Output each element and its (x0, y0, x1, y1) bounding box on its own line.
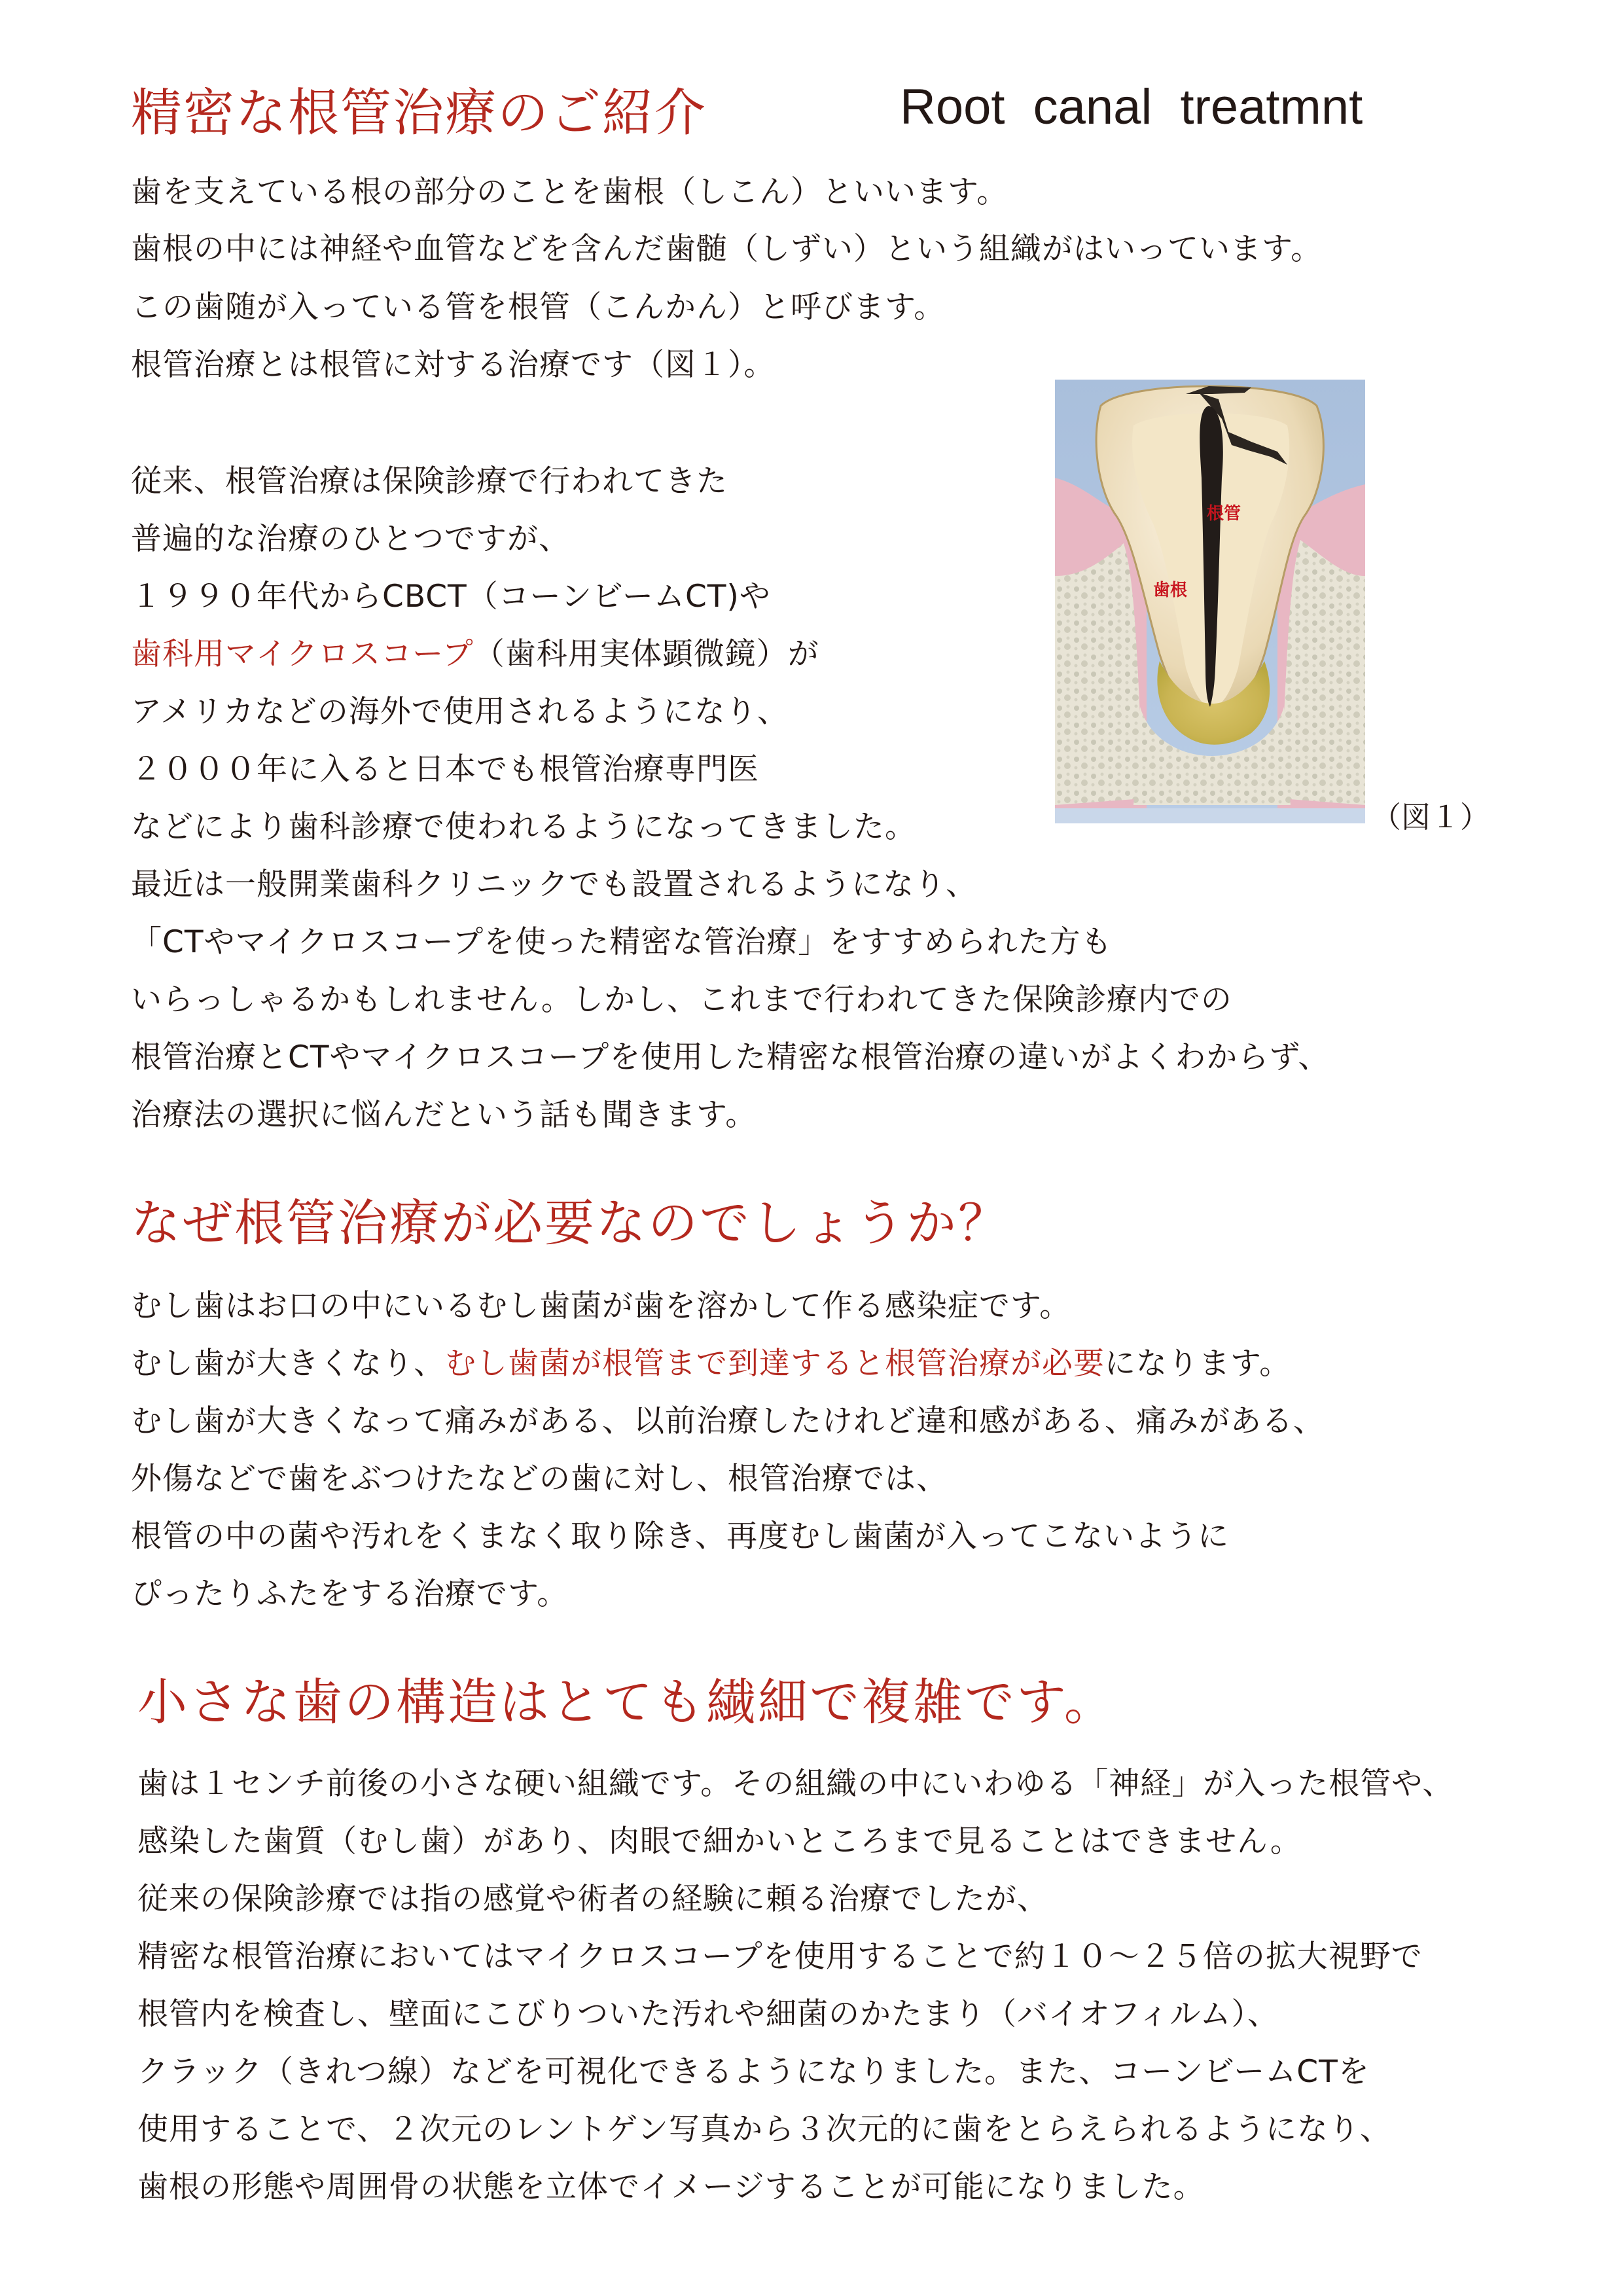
why-line-4: 外傷などで歯をぶつけたなどの歯に対し、根管治療では、 (131, 1461, 948, 1497)
history-line-5: アメリカなどの海外で使用されるようになり、 (131, 694, 789, 730)
history-line-9: 「CTやマイクロスコープを使った精密な管治療」をすすめられた方も (131, 924, 1113, 960)
page-title-english: Root canal treatmnt (900, 79, 1363, 135)
why-line-2-post: になります。 (1105, 1346, 1291, 1382)
history-line-10: いらっしゃるかもしれません。しかし、これまで行われてきた保険診療内での (131, 982, 1232, 1018)
section-structure-heading: 小さな歯の構造はとても繊細で複雑です。 (137, 1673, 1116, 1731)
structure-line-4: 精密な根管治療においてはマイクロスコープを使用することで約１０～２５倍の拡大視野で (137, 1939, 1423, 1975)
intro-line-1: 歯を支えている根の部分のことを歯根（しこん）といいます。 (131, 174, 1008, 210)
why-line-3: むし歯が大きくなって痛みがある、以前治療したけれど違和感がある、痛みがある、 (131, 1403, 1325, 1439)
why-line-5: 根管の中の菌や汚れをくまなく取り除き、再度むし歯菌が入ってこないように (131, 1518, 1230, 1554)
tooth-diagram (1055, 380, 1365, 823)
root-label: 歯根 (1153, 581, 1188, 600)
intro-line-4: 根管治療とは根管に対する治療です（図１）。 (131, 347, 776, 383)
why-line-1: むし歯はお口の中にいるむし歯菌が歯を溶かして作る感染症です。 (131, 1288, 1071, 1324)
intro-line-2: 歯根の中には神経や血管などを含んだ歯髄（しずい）という組織がはいっています。 (131, 231, 1323, 267)
history-line-11: 根管治療とCTやマイクロスコープを使用した精密な根管治療の違いがよくわからず、 (131, 1039, 1330, 1075)
history-line-6: ２０００年に入ると日本でも根管治療専門医 (131, 751, 759, 787)
section-why-heading: なぜ根管治療が必要なのでしょうか？ (131, 1194, 1010, 1252)
why-line-2-pre: むし歯が大きくなり、 (131, 1346, 445, 1382)
structure-line-8: 歯根の形態や周囲骨の状態を立体でイメージすることが可能になりました。 (137, 2169, 1205, 2205)
why-line-6: ぴったりふたをする治療です。 (131, 1576, 569, 1612)
history-line-4 (131, 636, 819, 672)
history-line-2: 普遍的な治療のひとつですが、 (131, 521, 571, 557)
history-line-3: １９９０年代からCBCT（コーンビームCT)や (131, 579, 771, 615)
microscope-highlight: 歯科用マイクロスコープ (131, 636, 474, 672)
history-line-12: 治療法の選択に悩んだという話も聞きます。 (131, 1097, 757, 1133)
why-line-2 (131, 1346, 1291, 1382)
page-title: 精密な根管治療のご紹介 (131, 84, 707, 143)
root-canal-label: 根管 (1207, 504, 1241, 524)
structure-line-2: 感染した歯質（むし歯）があり、肉眼で細かいところまで見ることはできません。 (137, 1823, 1302, 1859)
intro-line-3: この歯随が入っている管を根管（こんかん）と呼びます。 (131, 289, 946, 325)
structure-line-7: 使用することで、２次元のレントゲン写真から３次元的に歯をとらえられるようになり、 (137, 2111, 1392, 2147)
structure-line-3: 従来の保険診療では指の感覚や術者の経験に頼る治療でしたが、 (137, 1881, 1048, 1917)
structure-line-1: 歯は１センチ前後の小さな硬い組織です。その組織の中にいわゆる「神経」が入った根管や、 (137, 1766, 1454, 1802)
structure-line-6: クラック（きれつ線）などを可視化できるようになりました。また、コーンビームCTを (137, 2054, 1370, 2090)
history-line-1: 従来、根管治療は保険診療で行われてきた (131, 463, 728, 499)
why-highlight: むし歯菌が根管まで到達すると根管治療が必要 (445, 1346, 1105, 1382)
history-line-4-rest: （歯科用実体顕微鏡）が (473, 636, 819, 672)
structure-line-5: 根管内を検査し、壁面にこびりついた汚れや細菌のかたまり（バイオフィルム）、 (137, 1996, 1279, 2032)
history-line-8: 最近は一般開業歯科クリニックでも設置されるようになり、 (131, 867, 978, 903)
history-line-7: などにより歯科診療で使われるようになってきました。 (131, 809, 916, 845)
figure-caption: （図１） (1372, 800, 1490, 834)
